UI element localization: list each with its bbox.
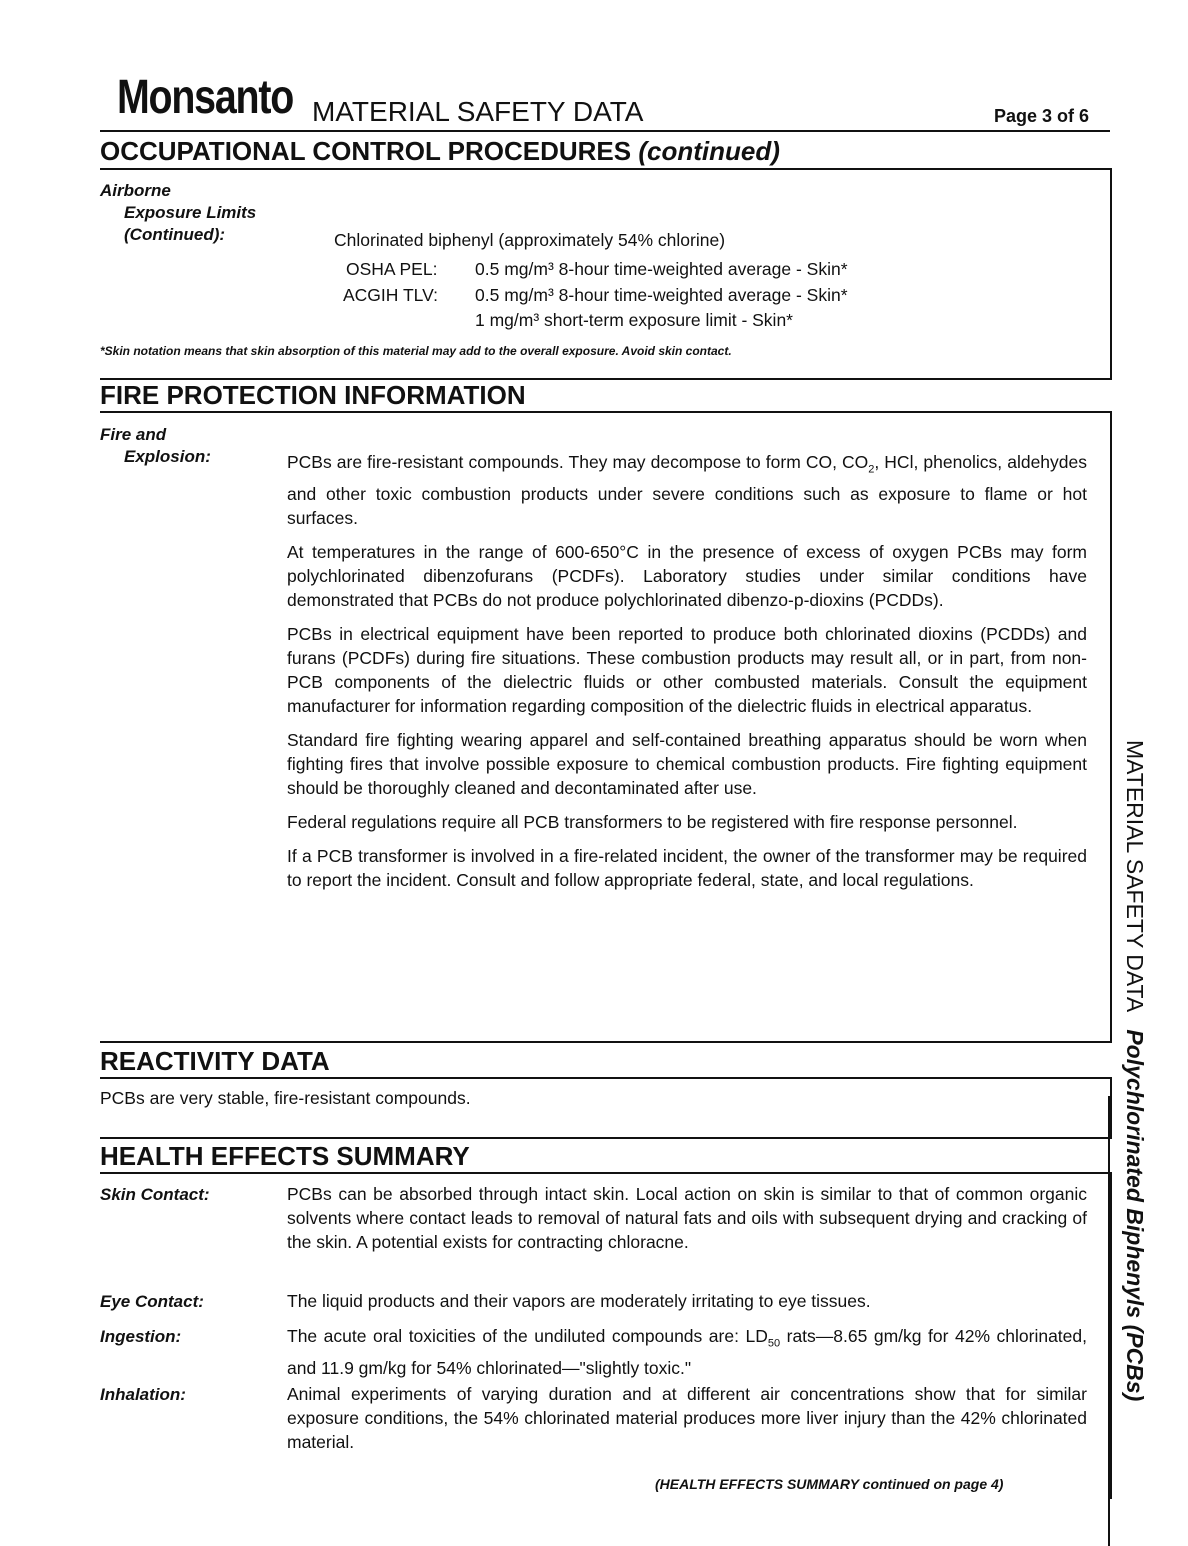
osha-value: 0.5 mg/m³ 8-hour time-weighted average - Skin*	[475, 259, 848, 279]
fire-text	[287, 450, 1087, 902]
document-title: MATERIAL SAFETY DATA	[312, 96, 644, 127]
inhalation-text: Animal experiments of varying duration and at different air concentrations show that for similar exposure conditions, the 54% chlorinated material produces more liver injury than the 42% chlorinated material.	[287, 1384, 1087, 1452]
fire-paragraph-2: At temperatures in the range of 600-650°C in the presence of excess of oxygen PCBs may form polychlorinated dibenzofurans (PCDFs). Laboratory studies under similar conditions have demonstrated that PCBs do not produce polychlorinated dibenzo-p-dioxins (PCDDs).	[287, 541, 1087, 610]
brand-logo: Monsanto	[117, 71, 294, 124]
fire-paragraph-1: PCBs are fire-resistant compounds. They may decompose to form CO, $CO_2$, HCl, phenolics, aldehydes and other toxic combustion products under severe conditions such as exposure to flame or hot surfaces.	[287, 452, 1088, 528]
acgih-value-2: 1 mg/m³ short-term exposure limit - Skin*	[475, 310, 793, 330]
section-title-reactivity: REACTIVITY DATA	[100, 1046, 330, 1076]
airborne-label: Airborne Exposure Limits (Continued):	[100, 181, 257, 244]
fire-paragraph-6: If a PCB transformer is involved in a fire-related incident, the owner of the transformer may be required to report the incident. Consult and follow appropriate federal, state, and local regulations.	[287, 845, 1087, 890]
fire-paragraph-5: Federal regulations require all PCB transformers to be registered with fire response personnel.	[287, 811, 1018, 832]
inhalation-label: Inhalation:	[100, 1385, 186, 1404]
osha-label: OSHA PEL:	[346, 259, 438, 279]
ingestion-label: Ingestion:	[100, 1327, 182, 1346]
reactivity-text: PCBs are very stable, fire-resistant compounds.	[100, 1088, 471, 1108]
section-title-fire: FIRE PROTECTION INFORMATION	[100, 380, 526, 410]
compound-line: Chlorinated biphenyl (approximately 54% chlorine)	[334, 230, 726, 250]
continued-note: (HEALTH EFFECTS SUMMARY continued on page 4)	[655, 1476, 1004, 1492]
side-tab-title: MATERIAL SAFETY DATA	[1122, 740, 1148, 1011]
acgih-label: ACGIH TLV:	[343, 285, 438, 305]
section-title-health: HEALTH EFFECTS SUMMARY	[100, 1141, 470, 1171]
header-rule	[100, 130, 1110, 132]
fire-label: Fire and Explosion:	[100, 425, 211, 466]
eye-contact-label: Eye Contact:	[100, 1292, 204, 1311]
side-tab-product: Polychlorinated Biphenyls (PCBs)	[1122, 1029, 1148, 1402]
side-tab	[1121, 740, 1148, 1401]
skin-footnote: *Skin notation means that skin absorption of this material may add to the overall exposure. Avoid skin contact.	[100, 344, 732, 358]
fire-paragraph-3: PCBs in electrical equipment have been reported to produce both chlorinated dioxins (PCDDs) and furans (PCDFs) during fire situations. These combustion products may result all, or in part, from non-PCB components of the dielectric fluids or other combusted materials. Consult the equipment manufacturer for information regarding composition of the dielectric fluids in electrical apparatus.	[287, 623, 1087, 716]
fire-paragraph-4: Standard fire fighting wearing apparel and self-contained breathing apparatus should be worn when fighting fires that involve possible exposure to chemical combustion products. Fire fighting equipment should be thoroughly cleaned and decontaminated after use.	[287, 729, 1087, 798]
acgih-value-1: 0.5 mg/m³ 8-hour time-weighted average - Skin*	[475, 285, 848, 305]
ingestion-text: The acute oral toxicities of the undiluted compounds are: $LD_{50}$ rats—8.65 gm/kg for 42% chlorinated, and 11.9 gm/kg for 54% chlorinated—"slightly toxic."	[287, 1326, 1087, 1378]
eye-contact-text: The liquid products and their vapors are moderately irritating to eye tissues.	[287, 1291, 871, 1311]
skin-contact-text: PCBs can be absorbed through intact skin. Local action on skin is similar to that of common organic solvents where contact leads to removal of natural fats and oils with subsequent drying and cracking of the skin. A potential exists for contracting chloracne.	[287, 1184, 1087, 1252]
side-tab-rule	[1108, 1096, 1110, 1546]
section-title-occupational: OCCUPATIONAL CONTROL PROCEDURES (continued)	[100, 136, 780, 166]
page-number: Page 3 of 6	[994, 106, 1090, 126]
skin-contact-label: Skin Contact:	[100, 1185, 210, 1204]
